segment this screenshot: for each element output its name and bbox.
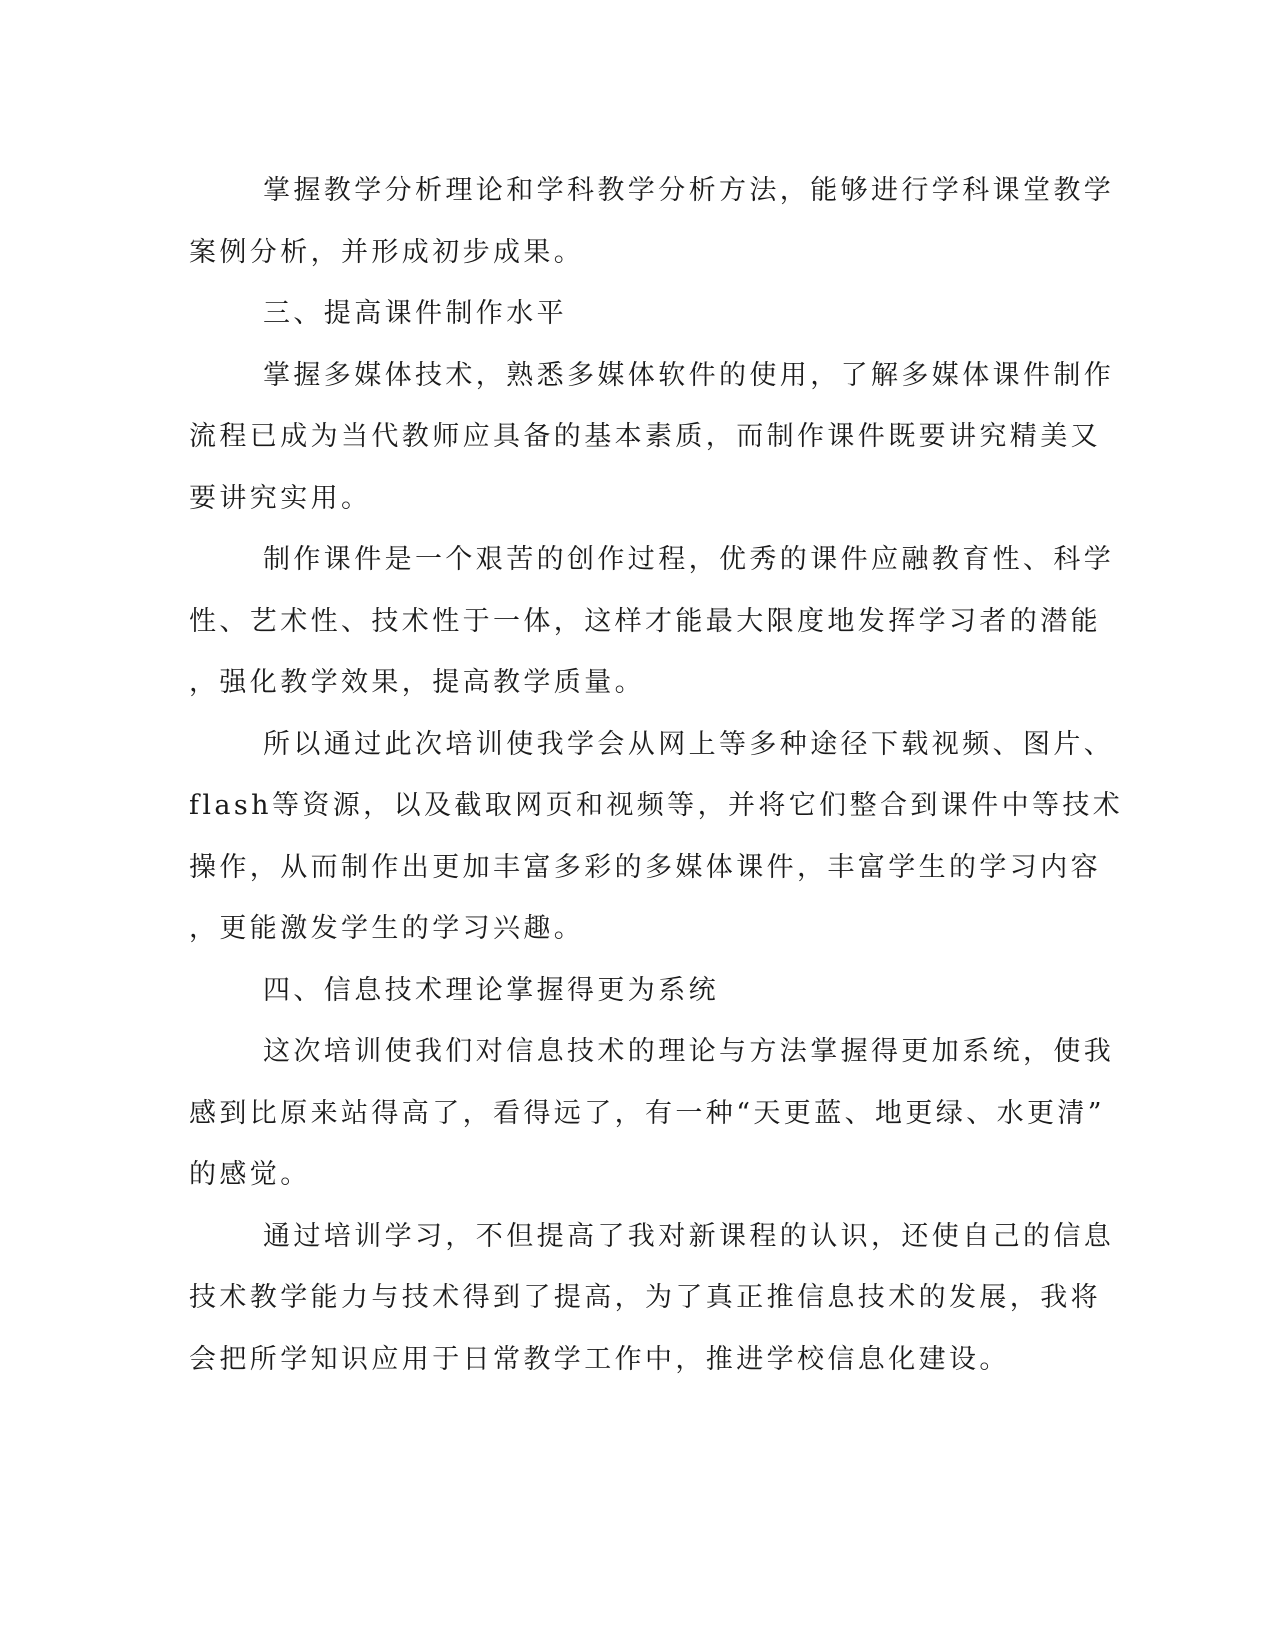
text-line: 的感觉。	[189, 1159, 311, 1190]
text-line: 掌握多媒体技术，熟悉多媒体软件的使用，了解多媒体课件制作	[263, 359, 1115, 391]
text-line: 性、艺术性、技术性于一体，这样才能最大限度地发挥学习者的潜能	[189, 605, 1101, 637]
text-line: flash等资源，以及截取网页和视频等，并将它们整合到课件中等技术	[189, 790, 1124, 821]
text-line: 技术教学能力与技术得到了提高，为了真正推信息技术的发展，我将	[189, 1282, 1101, 1313]
text-line: 会把所学知识应用于日常教学工作中，推进学校信息化建设。	[189, 1343, 1010, 1375]
section-heading: 三、提高课件制作水平	[263, 298, 567, 329]
text-line: 案例分析，并形成初步成果。	[189, 236, 585, 268]
text-line: 操作，从而制作出更加丰富多彩的多媒体课件，丰富学生的学习内容	[189, 851, 1101, 883]
text-line: ，更能激发学生的学习兴趣。	[189, 913, 585, 944]
text-line: 所以通过此次培训使我学会从网上等多种途径下载视频、图片、	[263, 728, 1115, 760]
text-line: 这次培训使我们对信息技术的理论与方法掌握得更加系统，使我	[263, 1036, 1115, 1067]
text-line: 掌握教学分析理论和学科教学分析方法，能够进行学科课堂教学	[263, 175, 1115, 206]
text-line: 流程已成为当代教师应具备的基本素质，而制作课件既要讲究精美又	[189, 421, 1101, 452]
text-line: 通过培训学习，不但提高了我对新课程的认识，还使自己的信息	[263, 1220, 1115, 1252]
document-body	[189, 160, 1124, 1390]
text-line: 感到比原来站得高了，看得远了，有一种“天更蓝、地更绿、水更清”	[189, 1097, 1106, 1129]
section-heading: 四、信息技术理论掌握得更为系统	[263, 974, 719, 1006]
text-line: 要讲究实用。	[189, 482, 372, 514]
text-line: 制作课件是一个艰苦的创作过程，优秀的课件应融教育性、科学	[263, 544, 1115, 575]
text-line: ，强化教学效果，提高教学质量。	[189, 667, 645, 698]
